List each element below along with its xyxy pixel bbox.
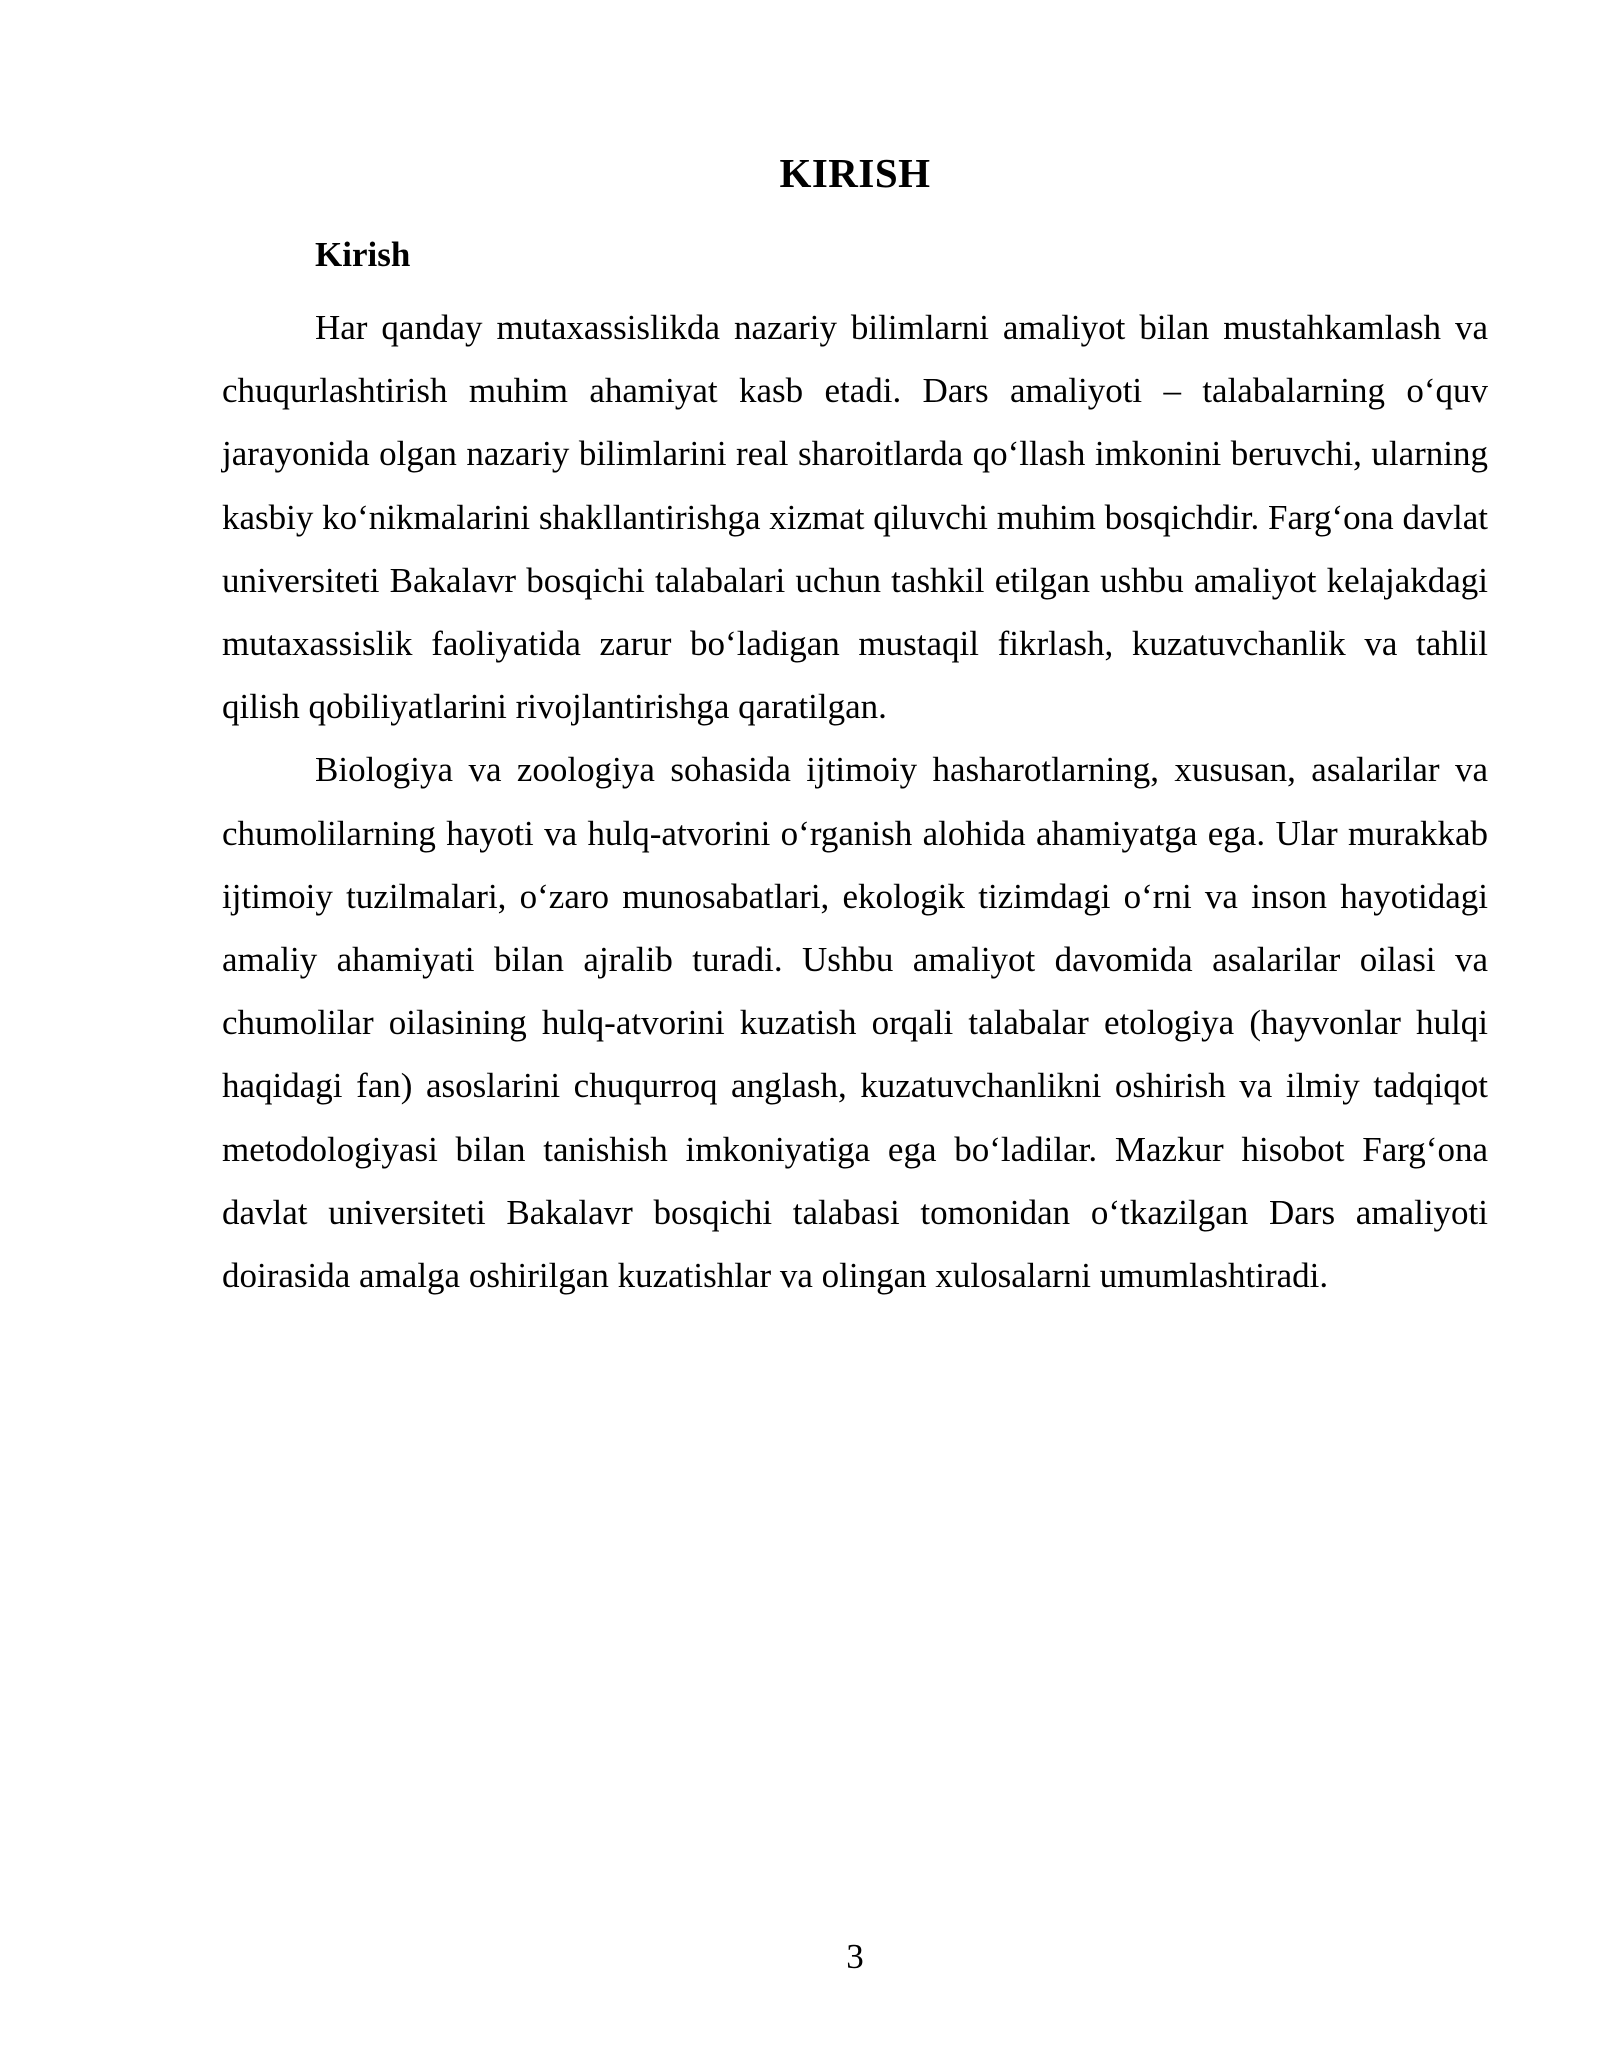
body-text [222,296,1488,1307]
paragraph: Har qanday mutaxassislikda nazariy bilimlarni amaliyot bilan mustahkamlash va chuqurlashtirish muhim ahamiyat kasb etadi. Dars amaliyoti – talabalarning o‘quv jarayonida olgan nazariy bilimlarini real sharoitlarda qo‘llash imkonini beruvchi, ularning kasbiy ko‘nikmalarini shakllantirishga xizmat qiluvchi muhim bosqichdir. Farg‘ona davlat universiteti Bakalavr bosqichi talabalari uchun tashkil etilgan ushbu amaliyot kelajakdagi mutaxassislik faoliyatida zarur bo‘ladigan mustaqil fikrlash, kuzatuvchanlik va tahlil qilish qobiliyatlarini rivojlantirishga qaratilgan. [222,308,1488,727]
paragraph: Biologiya va zoologiya sohasida ijtimoiy hasharotlarning, xususan, asalarilar va chumolilarning hayoti va hulq-atvorini o‘rganish alohida ahamiyatga ega. Ular murakkab ijtimoiy tuzilmalari, o‘zaro munosabatlari, ekologik tizimdagi o‘rni va inson hayotidagi amaliy ahamiyati bilan ajralib turadi. Ushbu amaliyot davomida asalarilar oilasi va chumolilar oilasining hulq-atvorini kuzatish orqali talabalar etologiya (hayvonlar hulqi haqidagi fan) asoslarini chuqurroq anglash, kuzatuvchanlikni oshirish va ilmiy tadqiqot metodologiyasi bilan tanishish imkoniyatiga ega bo‘ladilar. Mazkur hisobot Farg‘ona davlat universiteti Bakalavr bosqichi talabasi tomonidan o‘tkazilgan Dars amaliyoti doirasida amalga oshirilgan kuzatishlar va olingan xulosalarni umumlashtiradi. [222,750,1488,1296]
page-title: KIRISH [779,150,931,196]
page-number: 3 [846,1937,864,1976]
section-heading: Kirish [315,235,411,274]
